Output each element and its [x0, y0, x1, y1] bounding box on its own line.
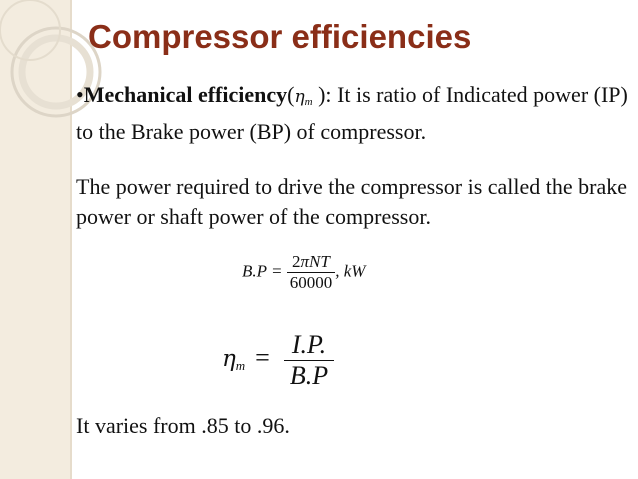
ip-numerator: I.P. — [291, 330, 327, 359]
bp-numerator — [287, 252, 336, 272]
brake-power-paragraph: The power required to drive the compressor is called the brake power or shaft power of the compressor. — [76, 174, 628, 229]
bp-num-pi: π — [300, 252, 310, 271]
mechanical-efficiency-heading: Mechanical efficiency — [83, 82, 288, 107]
equals-sign: = — [255, 343, 270, 373]
eta-m-symbol: η — [222, 346, 236, 373]
bp-num-vars: NT — [309, 252, 330, 271]
open-paren: ( — [287, 82, 295, 107]
ip-bp-fraction — [284, 330, 334, 391]
bp-units: , kW — [335, 261, 366, 281]
eta-symbol: η — [294, 87, 305, 107]
bp-denominator-2: B.P — [289, 361, 329, 390]
mechanical-efficiency-equation — [222, 330, 334, 391]
bp-equation-lhs: B.P = — [242, 261, 283, 281]
eta-m-subscript: m — [235, 358, 246, 374]
mechanical-efficiency-definition: It is ratio of Indicated power (IP) to the Brake power (BP) of compressor. — [76, 82, 628, 144]
bp-num-coeff: 2 — [292, 252, 301, 271]
bp-denominator: 60000 — [289, 273, 333, 292]
close-paren: ): — [312, 82, 338, 107]
eta-m-lhs — [222, 346, 245, 372]
brake-power-equation — [242, 252, 365, 293]
bp-fraction — [287, 252, 336, 293]
efficiency-range-text: It varies from .85 to .96. — [76, 413, 290, 438]
mechanical-efficiency-paragraph — [76, 80, 628, 147]
slide-title: Compressor efficiencies — [88, 18, 472, 55]
bullet-marker: • — [76, 82, 84, 107]
eta-subscript: m — [304, 96, 313, 108]
